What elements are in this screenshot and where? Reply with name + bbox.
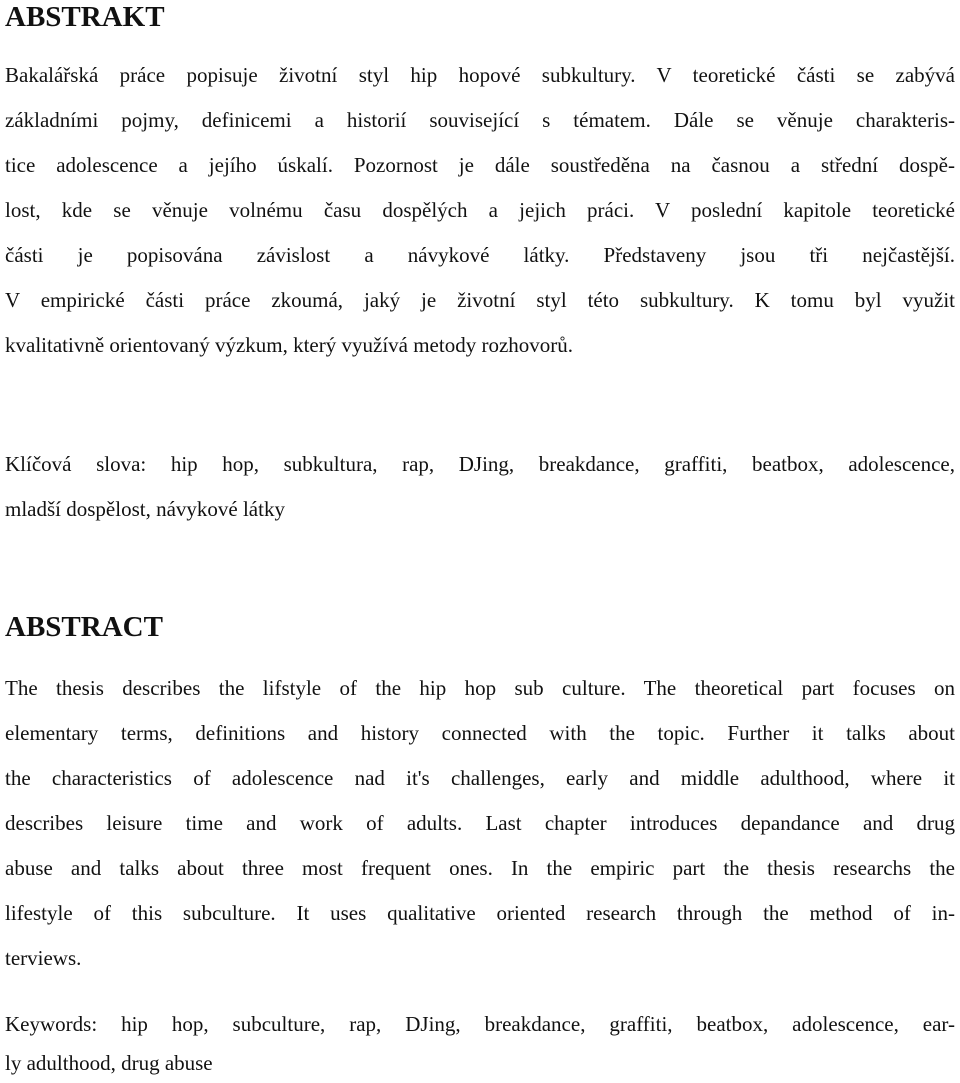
heading-abstrakt: ABSTRAKT bbox=[5, 1, 165, 33]
czech-abstract-line: tice adolescence a jejího úskalí. Pozornost je dále soustředěna na časnou a střední dospě- bbox=[5, 153, 955, 177]
english-abstract-line: abuse and talks about three most frequent ones. In the empiric part the thesis researchs the bbox=[5, 856, 955, 880]
czech-abstract-line: části je popisována závislost a návykové látky. Představeny jsou tři nejčastější. bbox=[5, 243, 955, 267]
english-abstract-line: the characteristics of adolescence nad it's challenges, early and middle adulthood, where it bbox=[5, 766, 955, 790]
czech-abstract-line: V empirické části práce zkoumá, jaký je životní styl této subkultury. K tomu byl využit bbox=[5, 288, 955, 312]
english-keywords-paragraph bbox=[5, 1005, 955, 1083]
czech-abstract-line: kvalitativně orientovaný výzkum, který využívá metody rozhovorů. bbox=[5, 333, 574, 357]
english-abstract-line: The thesis describes the lifstyle of the hip hop sub culture. The theoretical part focuses on bbox=[5, 676, 955, 700]
english-abstract-line: terviews. bbox=[5, 946, 82, 970]
czech-abstract-paragraph bbox=[5, 53, 955, 368]
english-abstract-line: lifestyle of this subculture. It uses qualitative oriented research through the method of in- bbox=[5, 901, 955, 925]
english-abstract-line: elementary terms, definitions and history connected with the topic. Further it talks about bbox=[5, 721, 955, 745]
czech-abstract-line: lost, kde se věnuje volnému času dospělých a jejich práci. V poslední kapitole teoretické bbox=[5, 198, 955, 222]
czech-keywords-line: mladší dospělost, návykové látky bbox=[5, 497, 285, 521]
english-keywords-line: Keywords: hip hop, subculture, rap, DJing, breakdance, graffiti, beatbox, adolescence, ear- bbox=[5, 1012, 955, 1036]
czech-keywords-paragraph bbox=[5, 442, 955, 532]
english-abstract-paragraph bbox=[5, 666, 955, 981]
czech-keywords-line: Klíčová slova: hip hop, subkultura, rap, DJing, breakdance, graffiti, beatbox, adolescence, bbox=[5, 452, 955, 476]
czech-abstract-line: Bakalářská práce popisuje životní styl hip hopové subkultury. V teoretické části se zabývá bbox=[5, 63, 955, 87]
english-keywords-line: ly adulthood, drug abuse bbox=[5, 1051, 213, 1075]
heading-abstract: ABSTRACT bbox=[5, 611, 163, 643]
czech-abstract-line: základními pojmy, definicemi a historií související s tématem. Dále se věnuje charakteris- bbox=[5, 108, 955, 132]
english-abstract-line: describes leisure time and work of adults. Last chapter introduces depandance and drug bbox=[5, 811, 955, 835]
